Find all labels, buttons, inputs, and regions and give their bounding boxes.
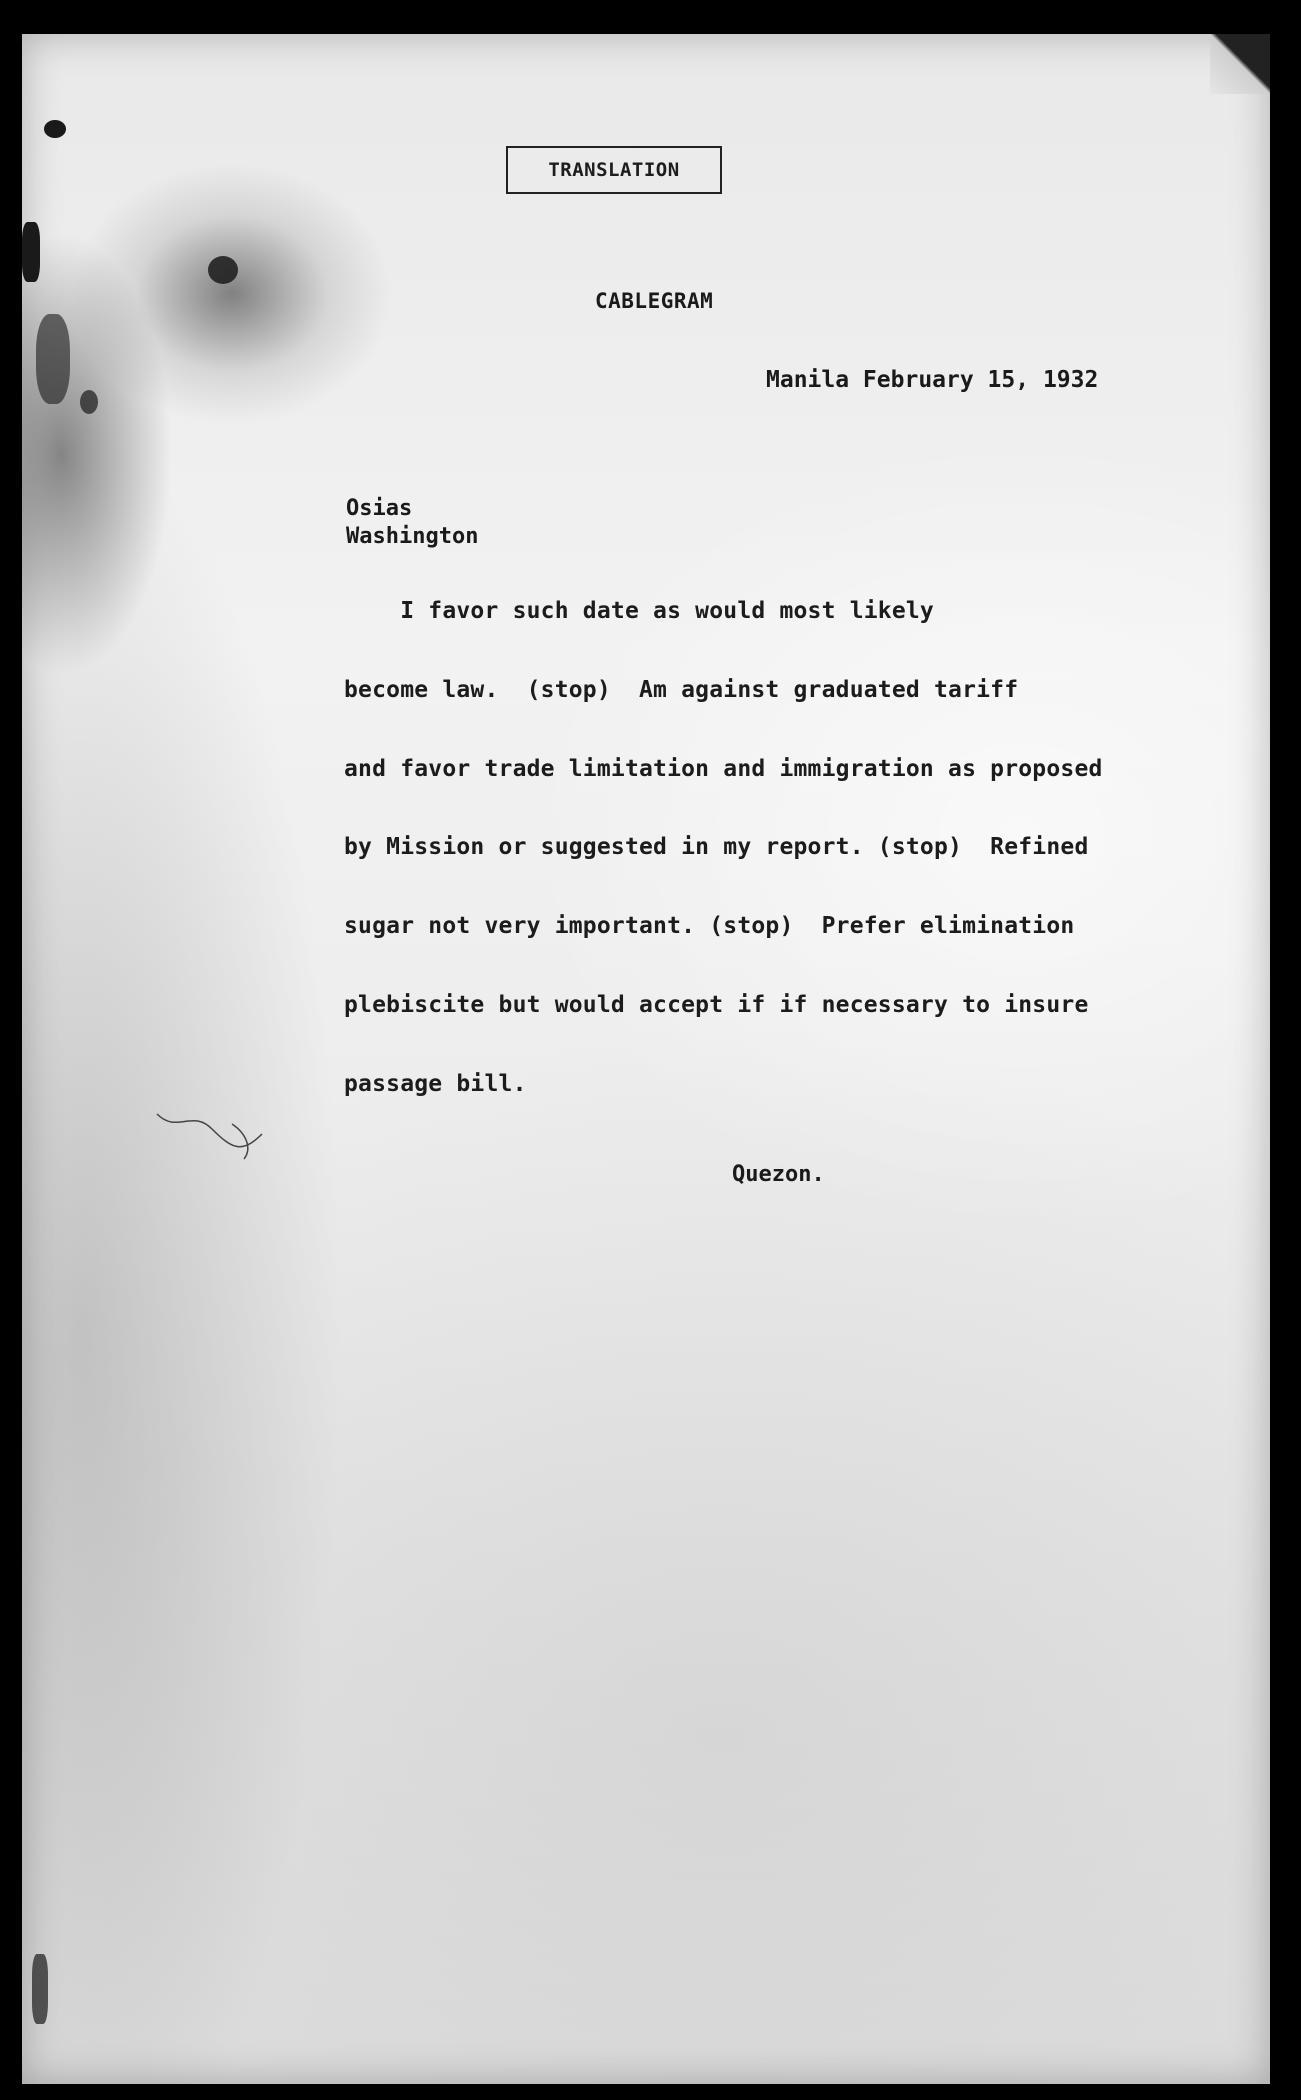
ink-spot [80, 390, 98, 414]
body-line: and favor trade limitation and immigration as proposed [344, 756, 1103, 782]
ink-spot [44, 120, 66, 138]
document-heading: CABLEGRAM [595, 289, 714, 313]
body-line: by Mission or suggested in my report. (stop) Refined [344, 834, 1089, 860]
translation-label [506, 146, 722, 194]
body-line: sugar not very important. (stop) Prefer elimination [344, 913, 1075, 939]
translation-label-text: TRANSLATION [548, 159, 680, 181]
ink-spot [32, 1954, 48, 2024]
signature: Quezon. [732, 1162, 825, 1187]
body-line: become law. (stop) Am against graduated tariff [344, 677, 1019, 703]
body-line: I favor such date as would most likely [344, 598, 934, 624]
recipient-location: Washington [346, 524, 479, 549]
ink-spot [36, 314, 70, 404]
ink-spot [22, 222, 40, 282]
ink-spot [208, 256, 238, 284]
body-line: plebiscite but would accept if if necessary to insure [344, 992, 1089, 1018]
dateline: Manila February 15, 1932 [766, 367, 1099, 393]
body-line: passage bill. [344, 1071, 527, 1097]
pencil-squiggle [152, 1104, 272, 1164]
document-page [22, 34, 1270, 2084]
recipient-name: Osias [346, 496, 413, 521]
folded-corner [1210, 34, 1270, 94]
